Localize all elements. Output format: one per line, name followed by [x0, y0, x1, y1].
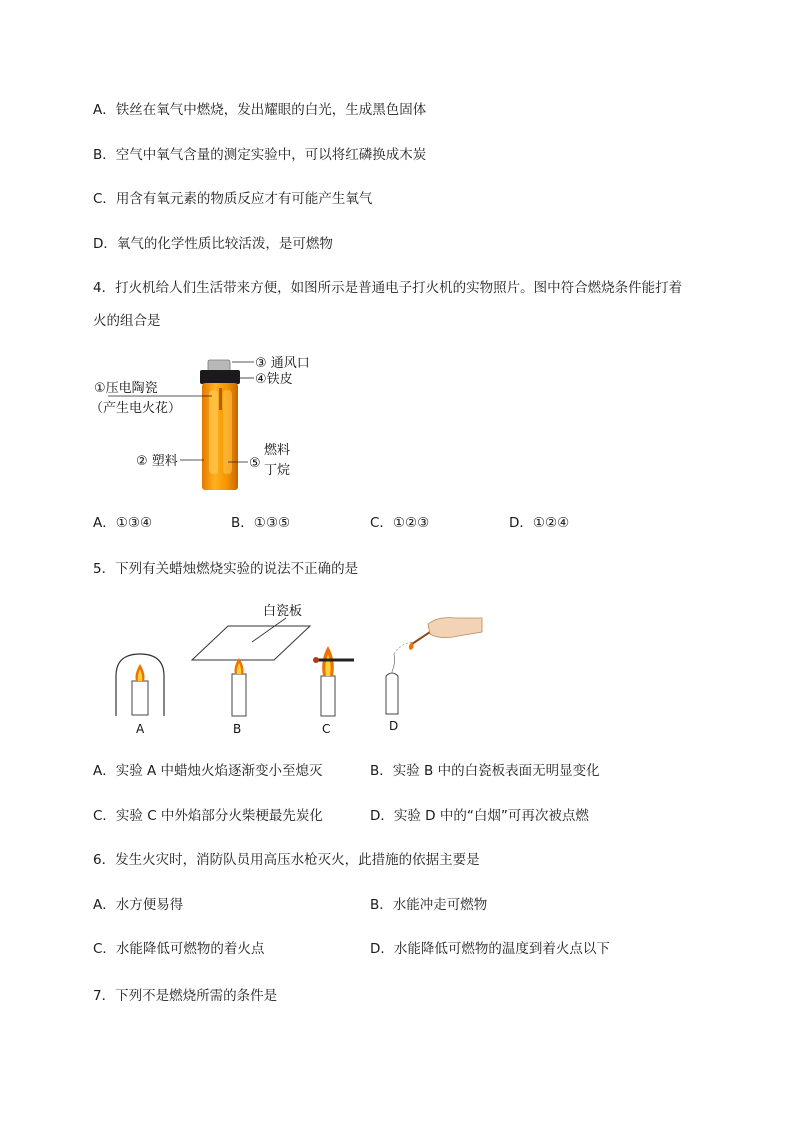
q4-option-d: D．①②④	[509, 515, 570, 531]
q4-stem-line1: 4．打火机给人们生活带来方便，如图所示是普通电子打火机的实物照片。图中符合燃烧条件能打着	[93, 280, 683, 296]
label-plastic: ② 塑料	[136, 454, 178, 469]
q3-option-b: B．空气中氧气含量的测定实验中，可以将红磷换成木炭	[93, 147, 427, 163]
q6-option-b: B．水能冲走可燃物	[370, 897, 488, 913]
q3-option-c: C．用含有氧元素的物质反应才有可能产生氧气	[93, 191, 373, 207]
label-d: D	[389, 719, 399, 733]
label-piezo: ①压电陶瓷	[94, 381, 158, 396]
experiment-b	[192, 618, 310, 716]
q5-option-c: C．实验 C 中外焰部分火柴梗最先炭化	[93, 808, 323, 824]
label-iron-shell: ④铁皮	[255, 372, 293, 387]
experiment-c	[313, 646, 354, 716]
lighter-head	[200, 370, 240, 384]
label-fuel: 燃料	[264, 443, 291, 458]
label-fuel-number: ⑤	[249, 456, 261, 471]
q4-option-a: A．①③④	[93, 515, 153, 531]
q7-stem: 7．下列不是燃烧所需的条件是	[93, 988, 278, 1004]
q6-option-d: D．水能降低可燃物的温度到着火点以下	[370, 941, 610, 957]
label-a: A	[136, 722, 145, 736]
label-spark: （产生电火花）	[90, 401, 182, 416]
q4-stem-line2: 火的组合是	[93, 313, 161, 329]
lighter-figure	[88, 348, 348, 498]
q6-option-c: C．水能降低可燃物的着火点	[93, 941, 265, 957]
q3-option-a: A．铁丝在氧气中燃烧，发出耀眼的白光，生成黑色固体	[93, 102, 427, 118]
experiment-d	[386, 618, 482, 714]
experiment-a	[116, 654, 164, 716]
q4-option-c: C．①②③	[370, 515, 430, 531]
label-white-plate: 白瓷板	[263, 604, 303, 619]
q5-stem: 5．下列有关蜡烛燃烧实验的说法不正确的是	[93, 561, 359, 577]
q5-option-a: A．实验 A 中蜡烛火焰逐渐变小至熄灭	[93, 763, 323, 779]
label-vent: ③ 通风口	[255, 356, 310, 371]
q5-option-d: D．实验 D 中的“白烟”可再次被点燃	[370, 808, 589, 824]
hand-illustration	[428, 618, 482, 638]
q6-stem: 6．发生火灾时，消防队员用高压水枪灭火，此措施的依据主要是	[93, 852, 480, 868]
candle-experiments-figure	[100, 596, 490, 741]
q4-option-b: B．①③⑤	[231, 515, 291, 531]
q3-option-d: D．氧气的化学性质比较活泼，是可燃物	[93, 236, 333, 252]
label-b: B	[233, 722, 242, 736]
label-c: C	[322, 722, 331, 736]
q6-option-a: A．水方便易得	[93, 897, 184, 913]
label-butane: 丁烷	[264, 463, 291, 478]
q5-option-b: B．实验 B 中的白瓷板表面无明显变化	[370, 763, 600, 779]
